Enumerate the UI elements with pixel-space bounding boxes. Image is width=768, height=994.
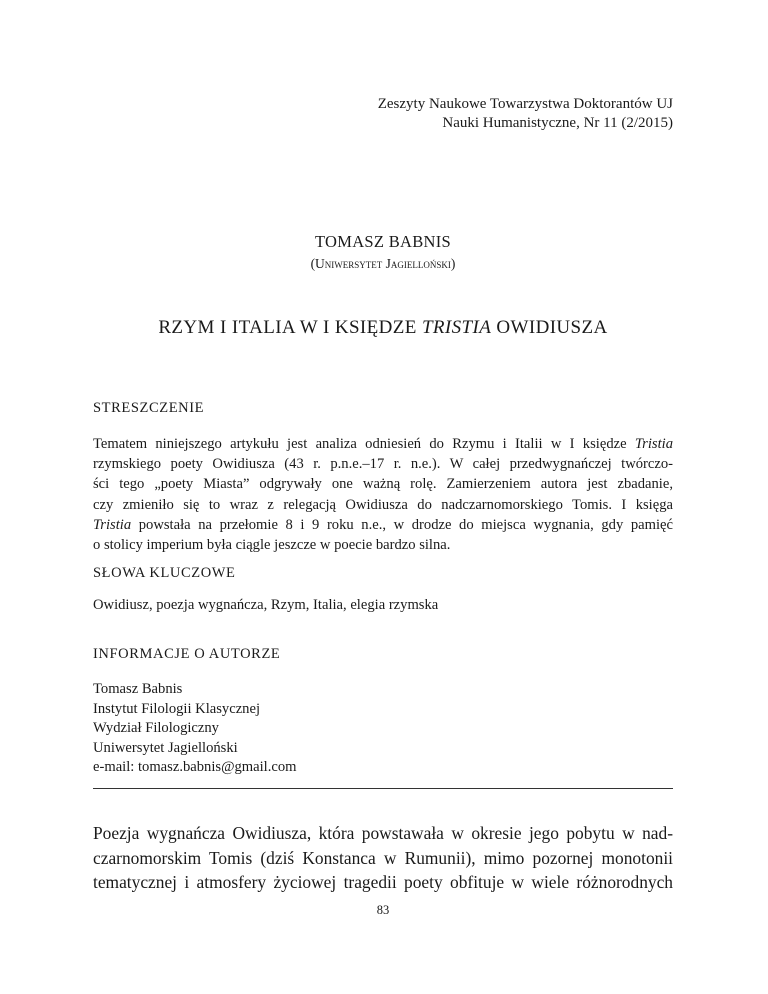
body-line: Poezja wygnańcza Owidiusza, która powstawała w okresie jego pobytu w nad- bbox=[93, 823, 673, 843]
body-line: tematycznej i atmosfery życiowej tragedii poety obfituje w wiele różnorodnych bbox=[93, 872, 673, 892]
section-divider bbox=[93, 788, 673, 789]
author-email: e-mail: tomasz.babnis@gmail.com bbox=[93, 759, 297, 776]
author-affiliation: (Uniwersytet Jagielloński) bbox=[310, 256, 456, 271]
abstract-italic: Tristia bbox=[634, 436, 673, 452]
abstract-italic: Tristia bbox=[93, 516, 132, 533]
author-info bbox=[93, 680, 297, 778]
abstract-line bbox=[93, 515, 673, 535]
abstract-line: o stolicy imperium była ciągle jeszcze w poecie bardzo silna. bbox=[93, 537, 451, 554]
title-italic: TRISTIA bbox=[421, 317, 492, 338]
author-name: TOMASZ BABNIS bbox=[314, 232, 452, 251]
title-part-2: OWIDIUSZA bbox=[491, 317, 608, 338]
abstract-line-text: Tematem niniejszego artykułu jest analiza odniesień do Rzymu i Italii w I księdze bbox=[93, 436, 635, 452]
abstract-line bbox=[93, 434, 673, 454]
author-info-heading: INFORMACJE O AUTORZE bbox=[93, 646, 281, 662]
abstract-line: czy zmieniło się to wraz z relegacją Owidiusza do nadczarnomorskiego Tomis. I księga bbox=[93, 496, 673, 513]
author-block bbox=[93, 232, 673, 274]
journal-name: Zeszyty Naukowe Towarzystwa Doktorantów UJ bbox=[377, 96, 673, 112]
keywords-heading: SŁOWA KLUCZOWE bbox=[93, 565, 236, 581]
abstract-heading: STRESZCZENIE bbox=[93, 400, 205, 416]
abstract-line-text: powstała na przełomie 8 i 9 roku n.e., w drodze do miejsca wygnania, gdy pamięć bbox=[131, 516, 673, 533]
author-info-line: Tomasz Babnis bbox=[93, 681, 183, 697]
page-number: 83 bbox=[376, 903, 390, 917]
author-info-line: Instytut Filologii Klasycznej bbox=[93, 700, 261, 717]
abstract-line: ści tego „poety Miasta” odgrywały one ważną rolę. Zamierzeniem autora jest zbadanie, bbox=[93, 476, 673, 493]
article-title bbox=[93, 317, 673, 339]
abstract-text bbox=[93, 434, 673, 555]
body-line: czarnomorskim Tomis (dziś Konstanca w Rumunii), mimo pozornej monotonii bbox=[93, 847, 673, 868]
body-text bbox=[93, 821, 673, 895]
author-info-line: Wydział Filologiczny bbox=[93, 720, 219, 737]
journal-header bbox=[378, 95, 673, 133]
keywords-text: Owidiusz, poezja wygnańcza, Rzym, Italia, elegia rzymska bbox=[93, 597, 439, 613]
author-info-line: Uniwersytet Jagielloński bbox=[93, 739, 238, 756]
title-part-1: RZYM I ITALIA W I KSIĘDZE bbox=[158, 317, 422, 338]
journal-issue: Nauki Humanistyczne, Nr 11 (2/2015) bbox=[442, 115, 673, 131]
document-page bbox=[93, 0, 673, 994]
abstract-line: rzymskiego poety Owidiusza (43 r. p.n.e.–17 r. n.e.). W całej przedwygnańczej twórczo- bbox=[93, 456, 673, 473]
